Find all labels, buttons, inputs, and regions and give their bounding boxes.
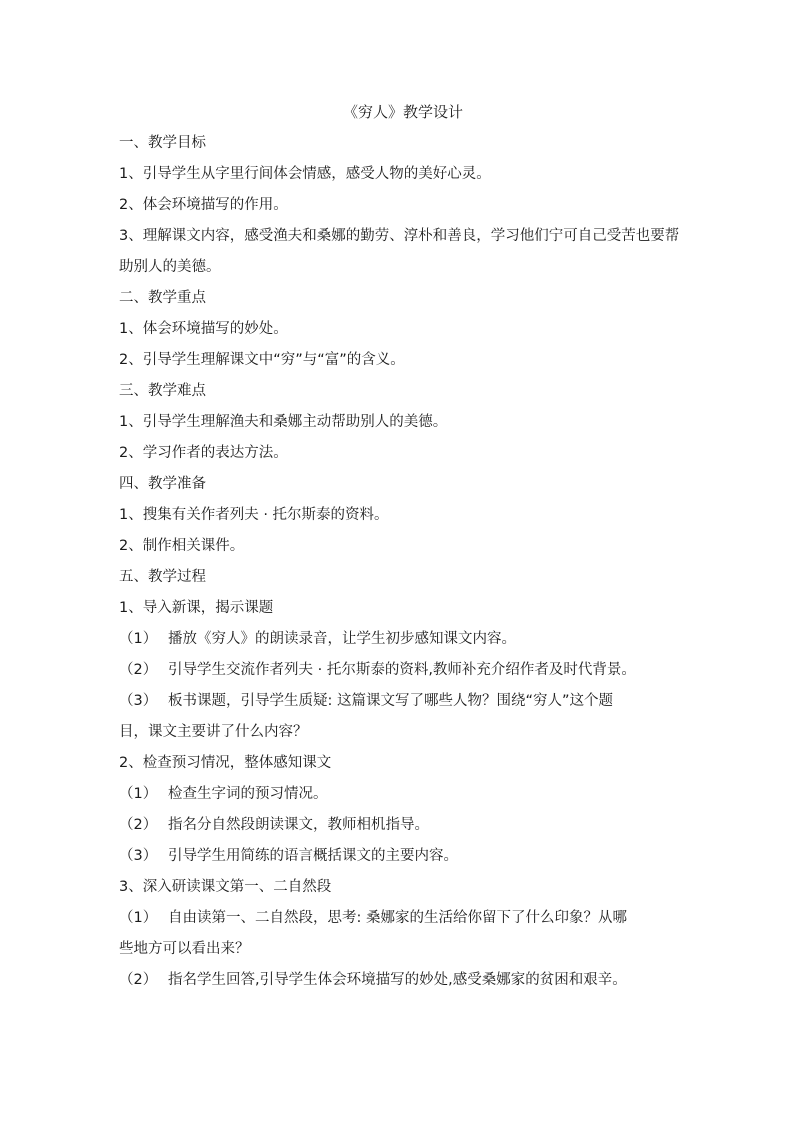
sub-item-text: 引导学生用简练的语言概括课文的主要内容。 xyxy=(168,848,458,864)
sub-item-number: （1） xyxy=(119,786,158,802)
sub-item xyxy=(119,624,687,655)
list-item: 2、学习作者的表达方法。 xyxy=(119,445,288,461)
section-heading-key-points: 二、教学重点 xyxy=(119,290,206,306)
list-item: 1、引导学生理解渔夫和桑娜主动帮助别人的美德。 xyxy=(119,414,448,430)
sub-item xyxy=(119,779,687,810)
section-heading-process: 五、教学过程 xyxy=(119,569,206,585)
sub-item-number: （2） xyxy=(119,817,158,833)
section-heading-difficulties: 三、教学难点 xyxy=(119,383,206,399)
sub-item-number: （1） xyxy=(119,910,158,926)
document-body xyxy=(119,97,687,996)
sub-item-text: 引导学生交流作者列夫 · 托尔斯泰的资料,教师补充介绍作者及时代背景。 xyxy=(168,662,636,678)
sub-item-number: （2） xyxy=(119,662,158,678)
sub-item-continuation: 目，课文主要讲了什么内容？ xyxy=(119,724,308,740)
page-title: 《穷人》教学设计 xyxy=(342,103,463,121)
list-item: 1、引导学生从字里行间体会情感，感受人物的美好心灵。 xyxy=(119,166,491,182)
sub-item xyxy=(119,655,687,686)
sub-item xyxy=(119,841,687,872)
step-heading: 1、导入新课，揭示课题 xyxy=(119,600,274,616)
list-item: 2、引导学生理解课文中“穷”与“富”的含义。 xyxy=(119,352,405,368)
sub-item-text: 检查生字词的预习情况。 xyxy=(168,786,328,802)
sub-item xyxy=(119,810,687,841)
sub-item-number: （3） xyxy=(119,848,158,864)
sub-item xyxy=(119,965,687,996)
sub-item-text: 自由读第一、二自然段，思考: 桑娜家的生活给你留下了什么印象？从哪 xyxy=(168,910,627,926)
sub-item-text: 板书课题，引导学生质疑: 这篇课文写了哪些人物？围绕“穷人”这个题 xyxy=(168,693,614,709)
sub-item-text: 播放《穷人》的朗读录音，让学生初步感知课文内容。 xyxy=(168,631,516,647)
list-item: 1、搜集有关作者列夫 · 托尔斯泰的资料。 xyxy=(119,507,389,523)
list-item: 2、体会环境描写的作用。 xyxy=(119,197,288,213)
sub-item-number: （2） xyxy=(119,972,158,988)
sub-item-text: 指名分自然段朗读课文，教师相机指导。 xyxy=(168,817,429,833)
section-heading-preparation: 四、教学准备 xyxy=(119,476,206,492)
sub-item-continuation: 些地方可以看出来？ xyxy=(119,941,250,957)
step-heading: 3、深入研读课文第一、二自然段 xyxy=(119,879,332,895)
sub-item xyxy=(119,686,687,717)
step-heading: 2、检查预习情况，整体感知课文 xyxy=(119,755,332,771)
section-heading-goals: 一、教学目标 xyxy=(119,135,206,151)
list-item: 1、体会环境描写的妙处。 xyxy=(119,321,288,337)
list-item: 3、理解课文内容，感受渔夫和桑娜的勤劳、淳朴和善良，学习他们宁可自己受苦也要帮助别人的美德。 xyxy=(119,228,680,275)
sub-item-number: （1） xyxy=(119,631,158,647)
list-item: 2、制作相关课件。 xyxy=(119,538,245,554)
sub-item xyxy=(119,903,687,934)
sub-item-text: 指名学生回答,引导学生体会环境描写的妙处,感受桑娜家的贫困和艰辛。 xyxy=(168,972,627,988)
sub-item-number: （3） xyxy=(119,693,158,709)
